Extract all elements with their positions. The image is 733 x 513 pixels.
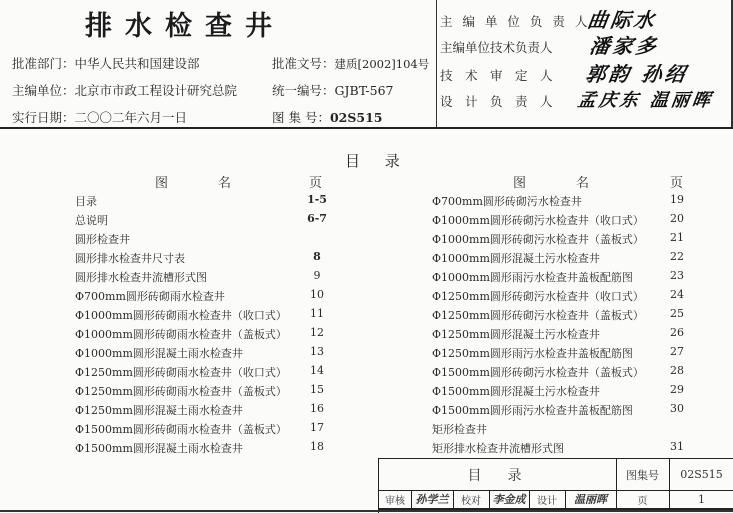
right-col-name-header: 图 名 [513, 176, 598, 191]
toc-entry-page: 23 [670, 269, 684, 282]
approval-number-value: 建质[2002]104号 [334, 57, 430, 71]
right-col-page-header: 页 [670, 176, 684, 191]
title-block-vline [669, 459, 670, 509]
header-bottom-border [0, 127, 733, 129]
title-block-page-label: 页 [637, 495, 648, 507]
toc-entry-name: Φ1000mm圆形砖砌雨水检查井（盖板式） [75, 328, 287, 341]
toc-entry-page: 22 [670, 250, 684, 263]
resp-tech-reviewer-label: 技 术 审 定 人 [440, 68, 553, 83]
effective-date-label: 实行日期： [12, 110, 75, 125]
toc-entry-name: Φ1250mm圆形砖砌雨水检查井（盖板式） [75, 385, 287, 398]
resp-tech-head-label: 主编单位技术负责人 [440, 40, 553, 55]
toc-entry-name: Φ1000mm圆形砖砌污水检查井（收口式） [432, 214, 644, 227]
chief-editor-unit-value: 北京市市政工程设计研究总院 [74, 83, 238, 98]
title-block-vline [489, 490, 490, 508]
toc-entry-page: 17 [310, 421, 324, 434]
toc-entry-name: 矩形排水检查井流槽形式图 [432, 442, 564, 455]
left-col-name-header: 图 名 [155, 176, 240, 191]
page-bottom-border [0, 510, 733, 512]
toc-entry-name: Φ700mm圆形砖砌雨水检查井 [75, 290, 225, 303]
toc-entry-name: Φ1250mm圆形雨污水检查井盖板配筋图 [432, 347, 633, 360]
chief-editor-unit-label: 主编单位： [12, 83, 75, 98]
resp-tech-reviewer-signature: 郭韵 孙绍 [584, 62, 690, 86]
toc-entry-page: 14 [310, 364, 324, 377]
toc-entry-page: 10 [310, 288, 324, 301]
toc-entry-page: 30 [670, 402, 684, 415]
unified-number-label: 统一编号： [272, 83, 335, 98]
toc-entry-name: 圆形检查井 [75, 233, 130, 246]
toc-entry-page: 21 [670, 231, 684, 244]
toc-entry-page: 15 [310, 383, 324, 396]
toc-entry-page: 11 [310, 307, 324, 320]
toc-entry-name: Φ700mm圆形砖砌污水检查井 [432, 195, 582, 208]
toc-entry-name: Φ1250mm圆形混凝土污水检查井 [432, 328, 600, 341]
title-block-design-label: 设计 [537, 495, 557, 507]
resp-design-head-label: 设 计 负 责 人 [440, 94, 553, 109]
title-block-vline [616, 459, 617, 509]
title-block-vline [411, 490, 412, 508]
toc-entry-name: Φ1500mm圆形混凝土雨水检查井 [75, 442, 243, 455]
resp-unit-head-signature: 曲际水 [586, 8, 659, 32]
toc-entry-page: 9 [313, 269, 321, 282]
toc-entry-name: 目录 [75, 195, 97, 208]
toc-entry-page: 29 [670, 383, 684, 396]
chief-editor-unit [12, 81, 237, 99]
title-block-review-label: 审核 [385, 495, 405, 507]
title-block-vline [565, 490, 566, 508]
toc-entry-name: Φ1250mm圆形砖砌雨水检查井（收口式） [75, 366, 287, 379]
unified-number-value: GJBT-567 [334, 83, 394, 98]
title-block-vline [453, 490, 454, 508]
header-divider [436, 0, 437, 128]
approval-department-label: 批准部门： [12, 56, 75, 71]
atlas-title: 排水检查井 [85, 11, 285, 42]
toc-entry-name: Φ1000mm圆形砖砌污水检查井（盖板式） [432, 233, 644, 246]
toc-entry-page: 1-5 [307, 193, 327, 206]
toc-entry-page: 6-7 [307, 212, 327, 225]
approval-department-value: 中华人民共和国建设部 [74, 56, 200, 71]
toc-entry-page: 16 [310, 402, 324, 415]
resp-unit-head-label: 主 编 单 位 负 责 人 [440, 14, 591, 29]
title-block-check-signature: 李金成 [492, 493, 526, 506]
title-block-check-label: 校对 [461, 495, 481, 507]
toc-entry-name: Φ1250mm圆形混凝土雨水检查井 [75, 404, 243, 417]
approval-number [272, 54, 429, 72]
toc-entry-name: Φ1250mm圆形砖砌污水检查井（盖板式） [432, 309, 644, 322]
resp-design-head-signature: 孟庆东 温丽晖 [576, 90, 715, 111]
toc-entry-page: 13 [310, 345, 324, 358]
toc-entry-name: Φ1500mm圆形砖砌雨水检查井（盖板式） [75, 423, 287, 436]
title-block-atlas-no: 02S515 [680, 468, 723, 481]
toc-entry-name: Φ1000mm圆形混凝土雨水检查井 [75, 347, 243, 360]
effective-date-value: 二〇〇二年六月一日 [74, 110, 188, 125]
toc-entry-page: 24 [670, 288, 684, 301]
toc-entry-page: 28 [670, 364, 684, 377]
toc-entry-page: 27 [670, 345, 684, 358]
title-block-hline [379, 490, 733, 491]
toc-entry-name: Φ1250mm圆形砖砌污水检查井（收口式） [432, 290, 644, 303]
title-block-vline [529, 490, 530, 508]
header-right-border [731, 0, 733, 128]
toc-entry-name: Φ1500mm圆形雨污水检查井盖板配筋图 [432, 404, 633, 417]
title-block-design-signature: 温丽晖 [574, 493, 607, 506]
toc-entry-page: 20 [670, 212, 684, 225]
toc-entry-name: 圆形排水检查井流槽形式图 [75, 271, 207, 284]
title-block-atlas-label: 图集号 [626, 468, 659, 482]
atlas-number-label: 图 集 号： [272, 110, 330, 125]
toc-entry-page: 25 [670, 307, 684, 320]
toc-entry-name: 矩形检查井 [432, 423, 487, 436]
title-block [378, 458, 733, 513]
title-block-review-signature: 孙学兰 [415, 493, 449, 506]
approval-number-label: 批准文号： [272, 56, 335, 71]
toc-entry-page: 12 [310, 326, 324, 339]
toc-title: 目 录 [345, 152, 410, 170]
toc-entry-page: 31 [670, 440, 684, 453]
toc-entry-name: Φ1000mm圆形混凝土污水检查井 [432, 252, 600, 265]
effective-date [12, 108, 187, 126]
unified-number [272, 81, 394, 99]
toc-entry-page: 26 [670, 326, 684, 339]
approval-department [12, 54, 200, 72]
toc-entry-page: 8 [313, 250, 321, 263]
toc-entry-name: 总说明 [75, 214, 108, 227]
toc-entry-name: Φ1000mm圆形雨污水检查井盖板配筋图 [432, 271, 633, 284]
atlas-number-value: 02S515 [329, 110, 383, 125]
toc-entry-page: 19 [670, 193, 684, 206]
title-block-sheet-title: 目 录 [467, 467, 528, 484]
atlas-number [272, 108, 382, 126]
toc-entry-name: 圆形排水检查井尺寸表 [75, 252, 185, 265]
title-block-page-no: 1 [698, 492, 705, 506]
toc-entry-name: Φ1500mm圆形砖砌污水检查井（盖板式） [432, 366, 644, 379]
toc-entry-name: Φ1500mm圆形混凝土污水检查井 [432, 385, 600, 398]
resp-tech-head-signature: 潘家多 [588, 34, 661, 58]
left-col-page-header: 页 [309, 176, 323, 191]
toc-entry-page: 18 [310, 440, 324, 453]
toc-entry-name: Φ1000mm圆形砖砌雨水检查井（收口式） [75, 309, 287, 322]
